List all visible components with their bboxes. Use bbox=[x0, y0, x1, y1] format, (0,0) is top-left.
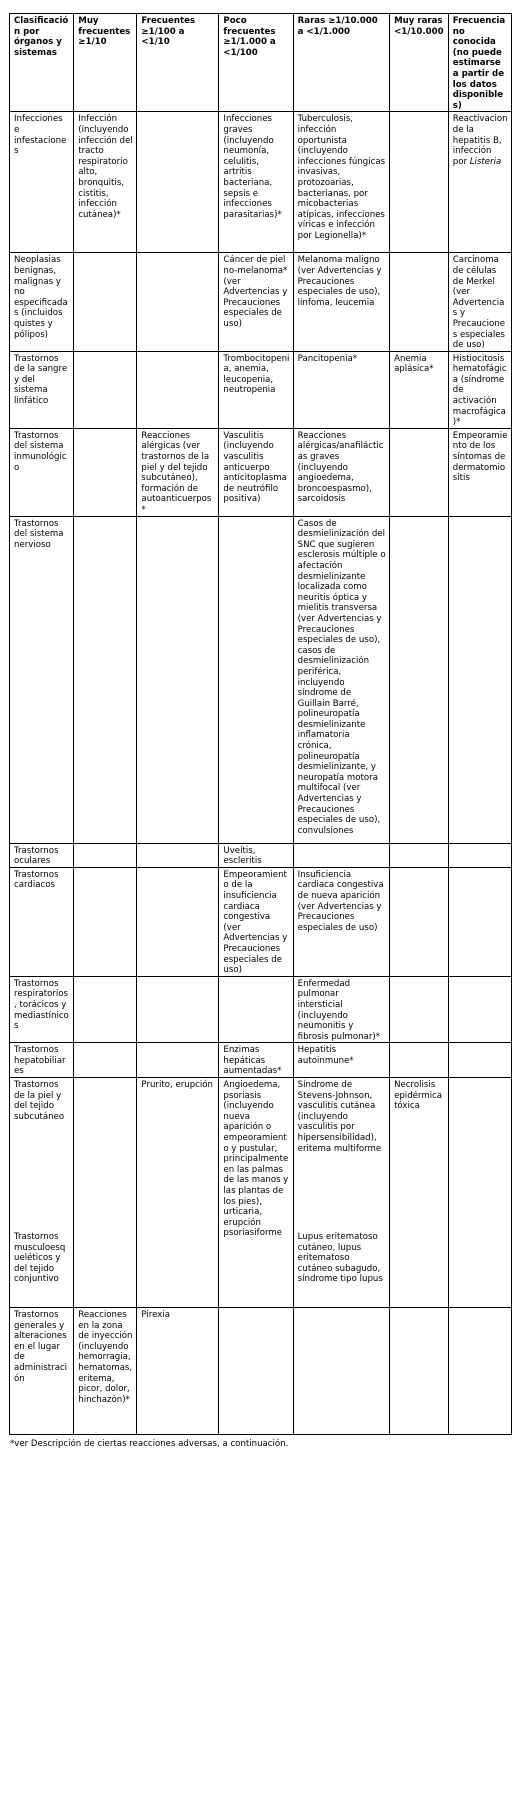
header-soc: Clasificación por órganos y sistemas bbox=[10, 14, 74, 112]
very-common-cell bbox=[74, 351, 137, 428]
rare-cell: Melanoma maligno (ver Advertencias y Precauciones especiales de uso), linfoma, leucemia bbox=[293, 253, 389, 351]
very-common-cell bbox=[74, 428, 137, 516]
not-known-cell: Histiocitosis hematofágica (síndrome de activación macrofágica)* bbox=[448, 351, 511, 428]
not-known-cell bbox=[448, 1078, 511, 1308]
not-known-cell bbox=[448, 843, 511, 867]
uncommon-cell: Angioedema, psoriasis (incluyendo nueva aparición o empeoramiento y pustular, principalmente en las palmas de las manos y las plantas de los pies), urticaria, erupción psoriasiforme bbox=[219, 1078, 293, 1308]
rare-cell: Reacciones alérgicas/anafilácticas graves (incluyendo angioedema, broncoespasmo), sarcoidosis bbox=[293, 428, 389, 516]
not-known-cell bbox=[448, 112, 511, 253]
soc-cell: Trastornos del sistema nervioso bbox=[10, 516, 74, 843]
header-uncommon: Poco frecuentes ≥1/1.000 a <1/100 bbox=[219, 14, 293, 112]
rare-musculoskeletal-text: Lupus eritematoso cutáneo, lupus eritematoso cutáneo subagudo, síndrome tipo lupus bbox=[297, 1232, 383, 1285]
very-rare-cell bbox=[390, 112, 449, 253]
very-rare-cell bbox=[390, 253, 449, 351]
very-common-cell bbox=[74, 1078, 137, 1308]
very-rare-cell bbox=[390, 1043, 449, 1078]
rare-cell bbox=[293, 1308, 389, 1435]
not-known-text: Reactivacion de la hepatitis B, infección por bbox=[452, 114, 508, 167]
table-row bbox=[10, 428, 512, 516]
very-common-cell bbox=[74, 867, 137, 976]
adverse-reactions-document bbox=[9, 13, 512, 1450]
soc-cell: Trastornos oculares bbox=[10, 843, 74, 867]
soc-cell: Neoplasias benignas, malignas y no especificadas (incluidos quistes y pólipos) bbox=[10, 253, 74, 351]
soc-skin-label: Trastornos de la piel y del tejido subcutáneo bbox=[14, 1080, 65, 1122]
rare-cell: Casos de desmielinización del SNC que sugieren esclerosis múltiple o afectación desmielinizante localizada como neuritis óptica y mielitis transversa (ver Advertencias y Precauciones especiales de uso), casos de desmielinización periférica, incluyendo síndrome de Guillain Barré, polineuropatía desmielinizante inflamatoria crónica, polineuropatía desmielinizante, y neuropatía motora multifocal (ver Advertencias y Precauciones especiales de uso), convulsiones bbox=[293, 516, 389, 843]
rare-cell: Hepatitis autoinmune* bbox=[293, 1043, 389, 1078]
very-common-cell bbox=[74, 253, 137, 351]
header-not-known: Frecuencia no conocida (no puede estimarse a partir de los datos disponibles) bbox=[448, 14, 511, 112]
not-known-cell bbox=[448, 976, 511, 1043]
common-cell bbox=[137, 351, 219, 428]
rare-cell: Pancitopenia* bbox=[293, 351, 389, 428]
listeria-text: Listeria bbox=[469, 156, 502, 167]
uncommon-cell: Trombocitopenia, anemia, leucopenia, neutropenia bbox=[219, 351, 293, 428]
uncommon-cell: Cáncer de piel no-melanoma* (ver Advertencias y Precauciones especiales de uso) bbox=[219, 253, 293, 351]
rare-cell: Tuberculosis, infección oportunista (incluyendo infecciones fúngicas invasivas, protozoarias, bacterianas, por micobacterias atípicas, infecciones víricas e infección por Legionella)* bbox=[293, 112, 389, 253]
uncommon-cell bbox=[219, 1308, 293, 1435]
table-row bbox=[10, 843, 512, 867]
rare-cell bbox=[293, 843, 389, 867]
header-very-rare: Muy raras <1/10.000 bbox=[390, 14, 449, 112]
not-known-cell bbox=[448, 1308, 511, 1435]
very-common-cell: Reacciones en la zona de inyección (incluyendo hemorragia, hematomas, eritema, picor, dolor, hinchazón)* bbox=[74, 1308, 137, 1435]
very-common-cell bbox=[74, 516, 137, 843]
very-rare-cell: Anemia aplásica* bbox=[390, 351, 449, 428]
common-cell bbox=[137, 112, 219, 253]
uncommon-cell: Vasculitis (incluyendo vasculitis anticuerpo anticitoplasma de neutrófilo positiva) bbox=[219, 428, 293, 516]
soc-cell: Trastornos de la sangre y del sistema linfático bbox=[10, 351, 74, 428]
table-row bbox=[10, 516, 512, 843]
very-rare-cell bbox=[390, 843, 449, 867]
table-row bbox=[10, 253, 512, 351]
rare-skin-text: Síndrome de Stevens-Johnson, vasculitis cutánea (incluyendo vasculitis por hipersensibilidad), eritema multiforme bbox=[297, 1080, 382, 1154]
rare-cell: Enfermedad pulmonar intersticial (incluyendo neumonitis y fibrosis pulmonar)* bbox=[293, 976, 389, 1043]
rare-cell bbox=[293, 1078, 389, 1308]
common-cell bbox=[137, 976, 219, 1043]
soc-cell: Trastornos generales y alteraciones en el lugar de administración bbox=[10, 1308, 74, 1435]
common-cell: Pirexia bbox=[137, 1308, 219, 1435]
very-rare-cell bbox=[390, 1308, 449, 1435]
very-common-cell: Infección (incluyendo infección del tracto respiratorio alto, bronquitis, cistitis, infección cutánea)* bbox=[74, 112, 137, 253]
not-known-cell: Carcinoma de células de Merkel (ver Advertencias y Precauciones especiales de uso) bbox=[448, 253, 511, 351]
soc-musculoskeletal-label: Trastornos musculoesqueléticos y del tejido conjuntivo bbox=[14, 1232, 66, 1285]
header-very-common: Muy frecuentes ≥1/10 bbox=[74, 14, 137, 112]
not-known-cell: Empeoramiento de los síntomas de dermatomiositis bbox=[448, 428, 511, 516]
table-header-row bbox=[10, 14, 512, 112]
uncommon-cell bbox=[219, 516, 293, 843]
very-common-cell bbox=[74, 1043, 137, 1078]
rare-cell: Insuficiencia cardiaca congestiva de nueva aparición (ver Advertencias y Precauciones especiales de uso) bbox=[293, 867, 389, 976]
soc-cell: Trastornos cardiacos bbox=[10, 867, 74, 976]
common-cell bbox=[137, 867, 219, 976]
table-row bbox=[10, 976, 512, 1043]
common-cell bbox=[137, 516, 219, 843]
uncommon-cell: Enzimas hepáticas aumentadas* bbox=[219, 1043, 293, 1078]
uncommon-cell: Empeoramiento de la insuficiencia cardiaca congestiva (ver Advertencias y Precauciones especiales de uso) bbox=[219, 867, 293, 976]
soc-cell bbox=[10, 1078, 74, 1308]
common-cell bbox=[137, 843, 219, 867]
table-row bbox=[10, 351, 512, 428]
not-known-cell bbox=[448, 1043, 511, 1078]
very-rare-cell bbox=[390, 867, 449, 976]
header-common: Frecuentes ≥1/100 a <1/10 bbox=[137, 14, 219, 112]
uncommon-cell: Infecciones graves (incluyendo neumonía, celulitis, artritis bacteriana, sepsis e infecciones parasitarias)* bbox=[219, 112, 293, 253]
soc-cell: Trastornos respiratorios, torácicos y mediastínicos bbox=[10, 976, 74, 1043]
common-cell bbox=[137, 1043, 219, 1078]
footnote: *ver Descripción de ciertas reacciones adversas, a continuación. bbox=[10, 1439, 289, 1450]
not-known-cell bbox=[448, 516, 511, 843]
table-row bbox=[10, 112, 512, 253]
table-row bbox=[10, 1078, 512, 1308]
table-row bbox=[10, 1043, 512, 1078]
uncommon-cell bbox=[219, 976, 293, 1043]
soc-cell: Trastornos del sistema inmunológico bbox=[10, 428, 74, 516]
header-rare: Raras ≥1/10.000 a <1/1.000 bbox=[293, 14, 389, 112]
common-cell bbox=[137, 253, 219, 351]
common-cell: Prurito, erupción bbox=[137, 1078, 219, 1308]
common-cell: Reacciones alérgicas (ver trastornos de la piel y del tejido subcutáneo), formación de autoanticuerpos* bbox=[137, 428, 219, 516]
very-rare-cell bbox=[390, 976, 449, 1043]
uncommon-cell: Uveítis, escleritis bbox=[219, 843, 293, 867]
very-common-cell bbox=[74, 843, 137, 867]
adverse-reactions-table bbox=[9, 13, 512, 1435]
table-row bbox=[10, 1308, 512, 1435]
very-rare-cell: Necrolisis epidérmica tóxica bbox=[390, 1078, 449, 1308]
not-known-cell bbox=[448, 867, 511, 976]
very-rare-cell bbox=[390, 516, 449, 843]
very-rare-cell bbox=[390, 428, 449, 516]
very-common-cell bbox=[74, 976, 137, 1043]
soc-cell: Trastornos hepatobiliares bbox=[10, 1043, 74, 1078]
soc-cell: Infecciones e infestaciones bbox=[10, 112, 74, 253]
table-row bbox=[10, 867, 512, 976]
